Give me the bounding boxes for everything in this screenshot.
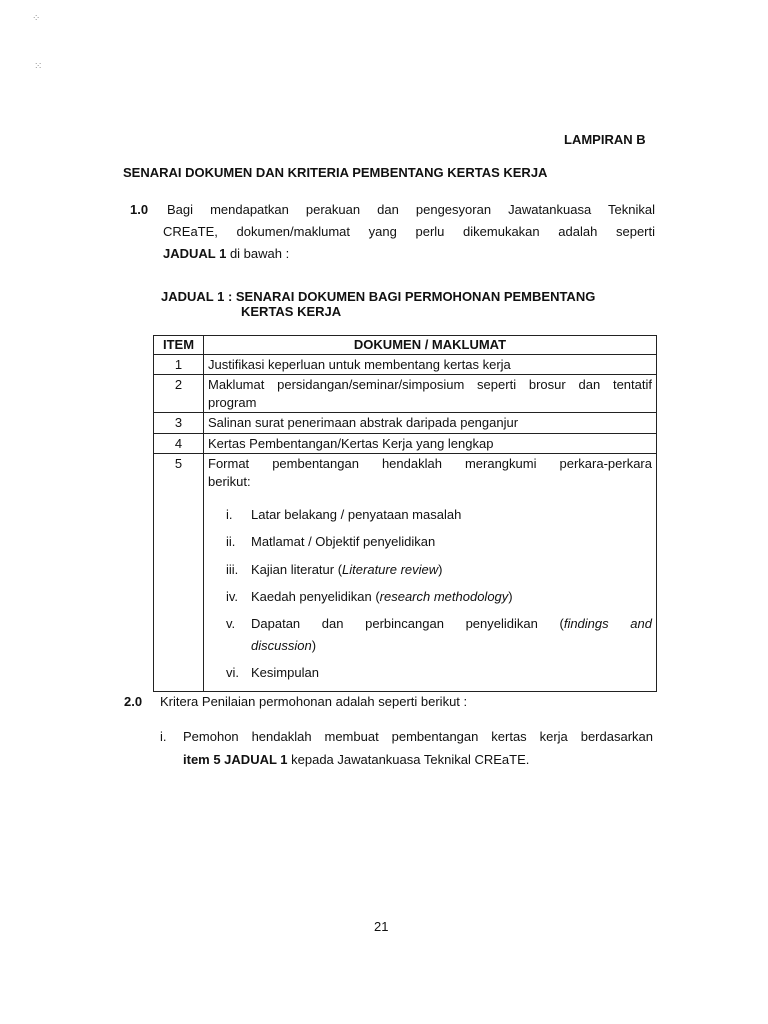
sublist-item [208,559,652,581]
scan-artifact-mark: ⁙ [34,61,43,72]
format-sublist [208,504,652,684]
table-row [154,413,657,434]
table-row [154,354,657,375]
table-row [154,454,657,692]
sublist-numeral: v. [226,615,236,631]
item-number: 2 [154,375,204,413]
page-title: SENARAI DOKUMEN DAN KRITERIA PEMBENTANG KERTAS KERJA [123,165,548,180]
sublist-italic-term: discussion [251,637,312,653]
sublist-text: Dapatan dan perbincangan penyelidikan ( [251,615,564,631]
table-row [154,433,657,454]
section-text: Kritera Penilaian permohonan adalah seperti berikut : [160,694,468,709]
item-number: 1 [154,354,204,375]
sublist-text: ) [438,561,443,577]
sublist-text: Kajian literatur ( [251,561,343,577]
sublist-numeral: vi. [226,664,239,680]
section-text-line: Bagi mendapatkan perakuan dan pengesyoran Jawatankuasa Teknikal [167,202,655,217]
table-caption-line: JADUAL 1 : SENARAI DOKUMEN BAGI PERMOHONAN PEMBENTANG [161,289,596,304]
table-reference: JADUAL 1 [163,246,227,261]
section-text-line [163,245,289,263]
criteria-item-line [183,751,529,769]
page-number: 21 [374,919,389,934]
document-table [153,335,657,692]
item-description [204,375,657,413]
sublist-numeral: i. [226,507,233,523]
sublist-italic-term: research methodology [379,588,509,604]
section-text-fragment: di bawah : [226,246,290,261]
item-description-line: Format pembentangan hendaklah merangkumi perkara-perkara [208,456,652,472]
appendix-label: LAMPIRAN B [564,132,646,147]
item-description: Justifikasi keperluan untuk membentang kertas kerja [204,354,657,375]
item-description-line: program [208,394,257,410]
column-header-item: ITEM [154,336,204,355]
column-header-document: DOKUMEN / MAKLUMAT [204,336,657,355]
sublist-text: Latar belakang / penyataan masalah [251,507,462,523]
item-description: Kertas Pembentangan/Kertas Kerja yang lengkap [204,433,657,454]
item-description [204,454,657,692]
sublist-italic-term: findings and [563,615,652,631]
item-description-line: berikut: [208,473,251,489]
sublist-item [208,504,652,526]
sublist-numeral: iii. [226,561,239,577]
item-description: Salinan surat penerimaan abstrak daripada penganjur [204,413,657,434]
sublist-text: Kaedah penyelidikan ( [251,588,380,604]
sublist-text: Matlamat / Objektif penyelidikan [251,534,436,550]
scan-artifact-mark: ⁘ [32,13,41,24]
sublist-justified-line [251,613,652,635]
sublist-item [208,613,652,657]
item-description-line: Maklumat persidangan/seminar/simposium seperti brosur dan tentatif [208,377,652,393]
item-number: 4 [154,433,204,454]
sublist-text: ) [508,588,513,604]
table-header-row [154,336,657,355]
section-number: 2.0 [124,694,143,709]
sublist-item [208,531,652,553]
section-number: 1.0 [130,202,149,217]
criteria-item-numeral: i. [160,729,167,744]
table-reference: item 5 JADUAL 1 [183,752,288,767]
table-caption-line: KERTAS KERJA [241,304,342,319]
sublist-text: Kesimpulan [251,664,319,680]
sublist-item [208,662,652,684]
criteria-item-line: Pemohon hendaklah membuat pembentangan kertas kerja berdasarkan [183,729,653,744]
sublist-item [208,586,652,608]
sublist-text: ) [311,637,317,653]
section-text-line: CREaTE, dokumen/maklumat yang perlu dikemukakan adalah seperti [163,224,655,239]
criteria-item-fragment: kepada Jawatankuasa Teknikal CREaTE. [287,752,530,767]
sublist-numeral: ii. [226,534,236,550]
sublist-numeral: iv. [226,588,239,604]
item-number: 3 [154,413,204,434]
table-row [154,375,657,413]
sublist-italic-term: Literature review [342,561,439,577]
item-number: 5 [154,454,204,692]
